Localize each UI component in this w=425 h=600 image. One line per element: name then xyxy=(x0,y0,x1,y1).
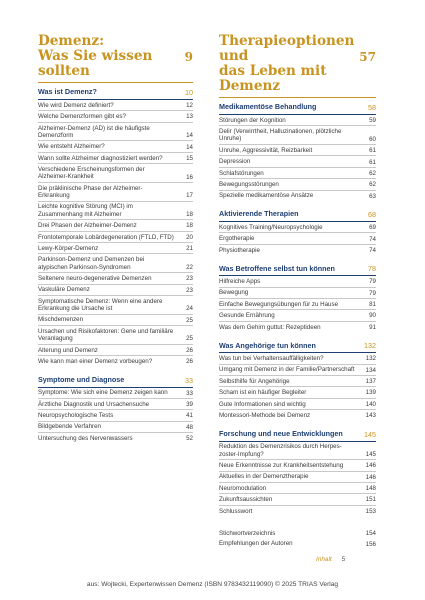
entry-title: Drei Phasen der Alzheimer-Demenz xyxy=(38,222,137,230)
toc-section-heading[interactable] xyxy=(38,371,193,387)
toc-entry[interactable] xyxy=(219,321,376,332)
entry-page: 151 xyxy=(365,496,376,504)
entry-page: 63 xyxy=(369,192,376,200)
section-title: Medikamentöse Behandlung xyxy=(219,102,317,112)
toc-section-heading[interactable] xyxy=(219,98,376,114)
toc-entry[interactable] xyxy=(219,275,376,286)
toc-entry[interactable] xyxy=(219,493,376,504)
toc-entry[interactable] xyxy=(219,409,376,420)
section-title: Was ist Demenz? xyxy=(38,87,97,97)
entry-title: Zukunftsaussichten xyxy=(219,496,273,504)
entry-title: Neuromodulation xyxy=(219,484,267,492)
toc-section-heading[interactable] xyxy=(219,205,376,221)
section-page: 68 xyxy=(368,210,376,220)
toc-entry[interactable] xyxy=(38,284,193,295)
entry-page: 18 xyxy=(186,222,193,230)
entry-title: Was tun bei Verhaltensauffälligkeiten? xyxy=(219,354,324,362)
appendix-entry[interactable] xyxy=(219,528,376,538)
entry-page: 132 xyxy=(365,355,376,363)
toc-entry[interactable] xyxy=(38,182,193,201)
entry-page: 137 xyxy=(365,378,376,386)
entry-title: Bewegung xyxy=(219,289,249,297)
toc-entry[interactable] xyxy=(38,421,193,432)
entry-page: 79 xyxy=(369,278,376,286)
toc-entry[interactable] xyxy=(219,386,376,397)
entry-title: Leichte kognitive Störung (MCI) im Zusammenhang mit Alzheimer xyxy=(38,203,133,218)
entry-title: Wie wird Demenz definiert? xyxy=(38,101,114,109)
entry-title: Scham ist ein häufiger Begleiter xyxy=(219,389,307,397)
entry-page: 61 xyxy=(369,158,376,166)
entry-page: 17 xyxy=(186,192,193,200)
entry-title: Die präklinische Phase der Alzheimer-Erkrankung xyxy=(38,184,143,200)
entry-page: 143 xyxy=(365,412,376,420)
entry-page: 26 xyxy=(186,358,193,366)
entry-title: Symptomatische Demenz: Wenn eine andere Erkrankung die Ursache ist xyxy=(38,297,163,313)
entry-page: 90 xyxy=(369,312,376,320)
entry-title: Einfache Bewegungsübungen für zu Hause xyxy=(219,300,339,308)
entry-title: Gute Informationen sind wichtig xyxy=(219,400,306,408)
entry-page: 134 xyxy=(365,366,376,374)
toc-entry[interactable] xyxy=(219,298,376,309)
entry-page: 41 xyxy=(186,412,193,420)
entry-title: Alzheimer-Demenz (AD) ist die häufigste Demenzform xyxy=(38,124,150,139)
entry-page: 14 xyxy=(186,143,193,151)
section-page: 132 xyxy=(364,341,376,351)
entry-page: 52 xyxy=(186,435,193,443)
entry-title: Aktuelles in der Demenztherapie xyxy=(219,473,309,481)
toc-entry[interactable] xyxy=(219,287,376,298)
entry-page: 25 xyxy=(186,316,193,324)
toc-entry[interactable] xyxy=(219,364,376,375)
entry-title: Kognitives Training/Neuropsychologie xyxy=(219,223,323,231)
toc-entry[interactable] xyxy=(219,482,376,493)
entry-title: Ursachen und Risikofaktoren: Gene und familiäre Veranlagung xyxy=(38,327,174,343)
entry-page: 33 xyxy=(186,389,193,397)
entry-title: Umgang mit Demenz in der Familie/Partnerschaft xyxy=(219,366,355,374)
entry-title: Montessori-Methode bei Demenz xyxy=(219,411,311,419)
entry-page: 61 xyxy=(369,147,376,155)
toc-entry[interactable] xyxy=(38,355,193,366)
entry-title: Wie kann man einer Demenz vorbeugen? xyxy=(38,357,153,365)
chapter-title-right xyxy=(219,34,376,94)
toc-entry[interactable] xyxy=(219,178,376,189)
entry-title: Vaskuläre Demenz xyxy=(38,286,90,294)
section-title: Aktivierende Therapien xyxy=(219,209,299,219)
entry-title: Reduktion des Demenzrisikos durch Herpes-zoster-Impfung? xyxy=(219,443,342,458)
toc-entry[interactable] xyxy=(219,459,376,470)
toc-section-heading[interactable] xyxy=(219,259,376,275)
entry-page: 59 xyxy=(369,117,376,125)
entry-page: 145 xyxy=(365,450,376,458)
toc-right-column xyxy=(219,34,376,549)
section-title: Symptome und Diagnose xyxy=(38,374,125,384)
entry-page: 22 xyxy=(186,263,193,271)
toc-entry[interactable] xyxy=(219,167,376,178)
toc-entry[interactable] xyxy=(219,114,376,125)
entry-page: 62 xyxy=(369,181,376,189)
entry-title: Schlusswort xyxy=(219,507,253,515)
entry-page: 154 xyxy=(365,530,376,538)
entry-page: 18 xyxy=(186,211,193,219)
entry-title: Delir (Verwirrtheit, Halluzinationen, plötzliche Unruhe) xyxy=(219,128,342,143)
right-sections xyxy=(219,98,376,520)
entry-page: 146 xyxy=(365,462,376,470)
toc-entry[interactable] xyxy=(38,432,193,443)
entry-title: Bildgebende Verfahren xyxy=(38,423,101,431)
entry-title: Störungen der Kognition xyxy=(219,116,286,124)
entry-title: Was dem Gehirn guttut: Rezeptideen xyxy=(219,323,321,331)
appendix-entry[interactable] xyxy=(219,539,376,549)
entry-page: 13 xyxy=(186,113,193,121)
toc-entry[interactable] xyxy=(38,253,193,272)
chapter-title-line1: Therapieoptionen und xyxy=(219,33,355,64)
chapter-page: 9 xyxy=(184,50,193,64)
toc-entry[interactable] xyxy=(38,122,193,141)
entry-title: Frontotemporale Lobärdegeneration (FTLD, FTD) xyxy=(38,233,174,241)
toc-entry[interactable] xyxy=(219,144,376,155)
chapter-title-line2: Was Sie wissen sollten xyxy=(38,48,153,79)
entry-title: Physiotherapie xyxy=(219,246,260,254)
entry-page: 148 xyxy=(365,485,376,493)
entry-page: 60 xyxy=(369,135,376,143)
entry-title: Parkinson-Demenz und Demenzen bei atypischen Parkinson-Syndromen xyxy=(38,256,145,271)
toc-entry[interactable] xyxy=(219,125,376,144)
entry-page: 16 xyxy=(186,173,193,181)
entry-page: 14 xyxy=(186,132,193,140)
toc-section-heading[interactable] xyxy=(219,425,376,441)
entry-title: Lewy-Körper-Demenz xyxy=(38,244,99,252)
entry-title: Depression xyxy=(219,158,251,166)
entry-title: Ärztliche Diagnostik und Ursachensuche xyxy=(38,400,150,408)
toc-entry[interactable] xyxy=(38,295,193,314)
toc-entry[interactable] xyxy=(219,309,376,320)
entry-page: 20 xyxy=(186,233,193,241)
entry-title: Alterung und Demenz xyxy=(38,346,98,354)
entry-page: 79 xyxy=(369,289,376,297)
toc-entry[interactable] xyxy=(219,232,376,243)
entry-page: 48 xyxy=(186,423,193,431)
entry-title: Untersuchung des Nervenwassers xyxy=(38,434,133,442)
toc-section-heading[interactable] xyxy=(38,83,193,99)
toc-entry[interactable] xyxy=(38,99,193,110)
toc-entry[interactable] xyxy=(38,325,193,344)
toc-entry[interactable] xyxy=(38,163,193,182)
entry-title: Symptome: Wie sich eine Demenz zeigen kann xyxy=(38,389,168,397)
section-title: Was Betroffene selbst tun können xyxy=(219,263,335,273)
entry-title: Unruhe, Aggressivität, Reizbarkeit xyxy=(219,146,313,154)
appendix-list xyxy=(219,528,376,549)
entry-title: Verschiedene Erscheinungsformen der Alzheimer-Krankheit xyxy=(38,166,145,181)
entry-page: 140 xyxy=(365,400,376,408)
entry-title: Gesunde Ernährung xyxy=(219,312,275,320)
toc-entry[interactable] xyxy=(38,387,193,398)
toc-entry[interactable] xyxy=(38,409,193,420)
entry-page: 12 xyxy=(186,102,193,110)
entry-page: 91 xyxy=(369,323,376,331)
toc-entry[interactable] xyxy=(219,375,376,386)
entry-page: 26 xyxy=(186,346,193,354)
entry-title: Seltenere neuro-degenerative Demenzen xyxy=(38,274,152,282)
entry-title: Spezielle medikamentöse Ansätze xyxy=(219,192,314,200)
toc-section-heading[interactable] xyxy=(219,336,376,352)
toc-entry[interactable] xyxy=(38,219,193,230)
entry-page: 62 xyxy=(369,169,376,177)
toc-entry[interactable] xyxy=(219,505,376,516)
toc-entry[interactable] xyxy=(38,398,193,409)
entry-title: Wann sollte Alzheimer diagnostiziert werden? xyxy=(38,154,163,162)
toc-entry[interactable] xyxy=(219,398,376,409)
entry-page: 156 xyxy=(365,540,376,548)
entry-title: Neuropsychologische Tests xyxy=(38,412,114,420)
section-page: 33 xyxy=(185,375,193,385)
toc-entry[interactable] xyxy=(219,244,376,255)
chapter-page: 57 xyxy=(359,50,376,64)
entry-title: Neue Erkenntnisse zur Krankheitsentstehung xyxy=(219,461,344,469)
entry-title: Wie entsteht Alzheimer? xyxy=(38,143,105,151)
section-page: 58 xyxy=(368,103,376,112)
toc-entry[interactable] xyxy=(38,152,193,163)
chapter-title-line2: das Leben mit Demenz xyxy=(219,63,327,94)
toc-entry[interactable] xyxy=(38,344,193,355)
entry-page: 74 xyxy=(369,235,376,243)
toc-entry[interactable] xyxy=(219,471,376,482)
toc-entry[interactable] xyxy=(219,190,376,201)
toc-entry[interactable] xyxy=(38,110,193,121)
chapter-title-line1: Demenz: xyxy=(38,33,105,49)
toc-entry[interactable] xyxy=(38,140,193,151)
toc-entry[interactable] xyxy=(38,272,193,283)
entry-title: Schlafstörungen xyxy=(219,169,264,177)
entry-page: 24 xyxy=(186,305,193,313)
toc-entry[interactable] xyxy=(219,441,376,460)
entry-title: Welche Demenzformen gibt es? xyxy=(38,113,126,121)
page-footer xyxy=(316,556,345,563)
entry-page: 23 xyxy=(186,275,193,283)
entry-title: Ergotherapie xyxy=(219,235,255,243)
entry-page: 153 xyxy=(365,507,376,515)
toc-entry[interactable] xyxy=(219,352,376,363)
toc-left-column xyxy=(38,34,193,447)
toc-entry[interactable] xyxy=(219,221,376,232)
left-sections xyxy=(38,83,193,447)
entry-page: 15 xyxy=(186,154,193,162)
entry-page: 139 xyxy=(365,389,376,397)
entry-title: Stichwortverzeichnis xyxy=(219,529,276,537)
section-page: 10 xyxy=(185,88,193,97)
entry-title: Empfehlungen der Autoren xyxy=(219,540,293,548)
section-title: Forschung und neue Entwicklungen xyxy=(219,428,343,438)
toc-entry[interactable] xyxy=(219,155,376,166)
entry-page: 25 xyxy=(186,335,193,343)
entry-page: 146 xyxy=(365,473,376,481)
entry-page: 74 xyxy=(369,246,376,254)
entry-title: Mischdemenzen xyxy=(38,316,84,324)
toc-entry[interactable] xyxy=(38,231,193,242)
entry-page: 39 xyxy=(186,400,193,408)
footer-page-number: 5 xyxy=(341,556,346,563)
entry-page: 69 xyxy=(369,224,376,232)
chapter-title-left xyxy=(38,34,193,79)
section-title: Was Angehörige tun können xyxy=(219,340,316,350)
entry-page: 21 xyxy=(186,245,193,253)
section-page: 78 xyxy=(368,264,376,274)
toc-entry[interactable] xyxy=(38,201,193,220)
section-page: 145 xyxy=(364,429,376,439)
toc-entry[interactable] xyxy=(38,242,193,253)
toc-entry[interactable] xyxy=(38,314,193,325)
entry-page: 81 xyxy=(369,301,376,309)
entry-title: Hilfreiche Apps xyxy=(219,278,261,285)
entry-title: Bewegungsstörungen xyxy=(219,181,279,189)
entry-page: 23 xyxy=(186,286,193,294)
footer-label: Inhalt xyxy=(316,556,332,563)
entry-title: Selbsthilfe für Angehörige xyxy=(219,377,290,385)
source-line: aus: Wojtecki, Expertenwissen Demenz (ISBN 9783432119090) © 2025 TRIAS Verlag xyxy=(86,581,339,588)
